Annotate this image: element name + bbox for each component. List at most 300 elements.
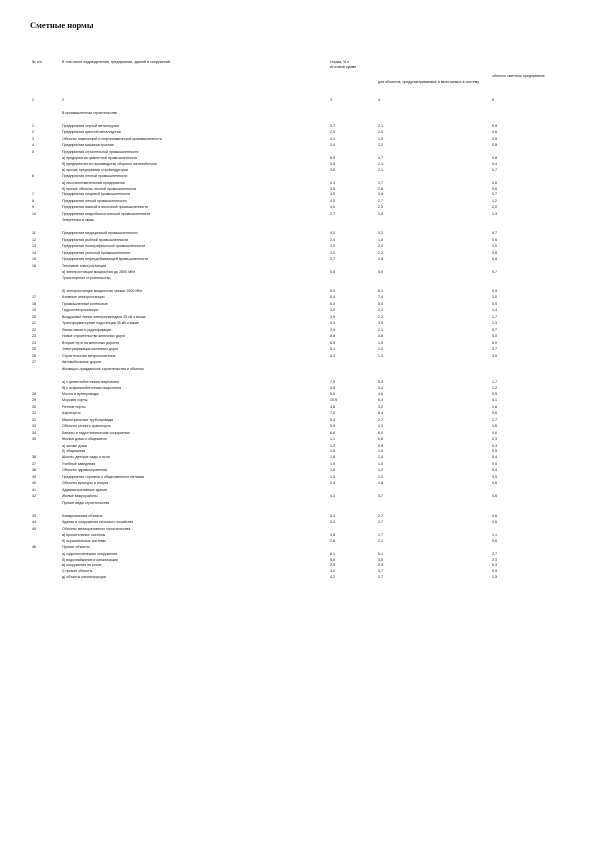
- row-value-a: 0,8: [378, 437, 383, 442]
- table-row: [0, 423, 595, 429]
- row-rate: 8,1: [330, 551, 335, 556]
- row-value-a: 3,7: [378, 180, 383, 185]
- row-rate: 5,1: [330, 347, 335, 352]
- row-value-a: 2,7: [378, 575, 383, 580]
- row-name: Прочие объекты: [62, 545, 90, 550]
- row-value-a: 2,3: [378, 563, 383, 568]
- row-name: Предприятия черной металлургии: [62, 123, 120, 128]
- row-value-a: 2,7: [378, 417, 383, 422]
- row-number: 34: [32, 430, 36, 435]
- row-number: 6: [32, 174, 34, 179]
- row-rate: 1,5: [330, 474, 335, 479]
- row-value-a: 2,2: [378, 314, 383, 319]
- row-value-a: 2,0: [378, 205, 383, 210]
- row-value-a: 1,4: [378, 211, 383, 216]
- row-number: 19: [32, 308, 36, 313]
- row-name: б) общежития: [62, 449, 86, 454]
- row-number: 27: [32, 360, 36, 365]
- row-value-b: 0,5: [492, 461, 497, 466]
- colnum-2: 2: [62, 98, 64, 102]
- row-name: Атомные электростанции: [62, 295, 105, 300]
- row-rate: 3,0: [330, 143, 335, 148]
- row-value-b: 0,5: [492, 474, 497, 479]
- row-value-b: 3,0: [492, 353, 497, 358]
- row-value-a: 2,7: [378, 513, 383, 518]
- row-name: Предприятия угольной промышленности: [62, 250, 131, 255]
- table-row: [0, 142, 595, 148]
- row-value-a: 1,8: [378, 481, 383, 486]
- table-row: [0, 307, 595, 313]
- row-value-b: 1,3: [492, 211, 497, 216]
- row-value-a: 5,3: [378, 379, 383, 384]
- row-name: а) электростанции мощностью до 2500 МВт: [62, 270, 136, 275]
- row-value-b: 0,4: [492, 468, 497, 473]
- row-value-b: 2,3: [492, 557, 497, 562]
- table-row: [0, 204, 595, 210]
- table-row: [0, 198, 595, 204]
- row-value-a: 1,0: [378, 474, 383, 479]
- row-name: б) предприятия по производству сборного железобетона: [62, 162, 157, 167]
- row-value-b: 0,5: [492, 301, 497, 306]
- row-name: а) с цементобетонным покрытием: [62, 379, 119, 384]
- row-value-a: 2,1: [378, 308, 383, 313]
- row-number: 14: [32, 250, 36, 255]
- table-row: [0, 474, 595, 480]
- row-value-b: 0,5: [492, 289, 497, 294]
- row-name: а) жилые дома: [62, 443, 87, 448]
- row-name: Предприятия цветной металлургии: [62, 130, 121, 135]
- table-row: [0, 327, 595, 333]
- row-value-a: 3,5: [378, 557, 383, 562]
- row-name: Предприятия медицинской промышленности: [62, 231, 138, 236]
- row-value-b: 0,8: [492, 143, 497, 148]
- row-number: 30: [32, 404, 36, 409]
- row-value-a: 1,4: [378, 455, 383, 460]
- table-row: [0, 430, 595, 436]
- row-rate: 2,4: [330, 481, 335, 486]
- row-number: 7: [32, 192, 34, 197]
- row-value-a: 5,5: [378, 301, 383, 306]
- page-title: Сметные нормы: [30, 20, 94, 30]
- row-value-b: 1,5: [492, 575, 497, 580]
- row-rate: 5,9: [330, 424, 335, 429]
- row-rate: 1,5: [330, 449, 335, 454]
- colnum-4: 4: [378, 98, 380, 102]
- row-rate: 3,9: [330, 314, 335, 319]
- row-value-a: 2,7: [378, 198, 383, 203]
- row-value-b: 0,4: [492, 162, 497, 167]
- row-rate: 3,8: [330, 533, 335, 538]
- row-rate: 4,3: [330, 180, 335, 185]
- row-value-a: 5,0: [378, 270, 383, 275]
- table-row: [0, 480, 595, 486]
- row-value-b: 1,1: [492, 533, 497, 538]
- row-number: 21: [32, 321, 36, 326]
- row-value-a: 1,5: [378, 136, 383, 141]
- row-value-b: 0,6: [492, 186, 497, 191]
- row-name: Строительство метрополитенов: [62, 353, 116, 358]
- row-name: Электрификация железных дорог: [62, 347, 119, 352]
- row-rate: 7,0: [330, 411, 335, 416]
- table-row: [0, 519, 595, 525]
- row-value-b: 2,0: [492, 205, 497, 210]
- row-value-b: 0,5: [492, 569, 497, 574]
- row-name: Школы, детские сады и ясли: [62, 455, 110, 460]
- table-header: [0, 60, 595, 100]
- row-value-a: 5,4: [378, 551, 383, 556]
- row-rate: 4,0: [330, 198, 335, 203]
- row-value-b: 1,7: [492, 314, 497, 319]
- row-name: б) осушительные системы: [62, 539, 107, 544]
- header-rate: Норма, % к итоговой сумме: [330, 60, 357, 69]
- row-number: 17: [32, 295, 36, 300]
- header-b: объекты сметного предприятия: [492, 74, 545, 78]
- row-value-a: 2,0: [378, 244, 383, 249]
- row-name: Каналы и гидротехнические сооружения: [62, 430, 130, 435]
- row-rate: 4,5: [330, 385, 335, 390]
- row-value-b: 0,3: [492, 443, 497, 448]
- row-number: 41: [32, 487, 36, 492]
- row-value-a: 1,2: [378, 468, 383, 473]
- row-value-a: 3,8: [378, 192, 383, 197]
- table-row: [0, 250, 595, 256]
- table-row: [0, 294, 595, 300]
- row-rate: 3,0: [330, 244, 335, 249]
- row-value-b: 0,7: [492, 327, 497, 332]
- row-value-b: 0,6: [492, 130, 497, 135]
- row-rate: 1,2: [330, 443, 335, 448]
- row-value-a: 3,3: [378, 231, 383, 236]
- row-number: 42: [32, 494, 36, 499]
- row-value-b: 0,6: [492, 237, 497, 242]
- table-row: [0, 149, 595, 155]
- row-value-b: 0,3: [492, 563, 497, 568]
- row-name: б) электростанции мощностью свыше 2500 МВт: [62, 289, 143, 294]
- table-row: [0, 353, 595, 359]
- table-row: [0, 237, 595, 243]
- row-name: Административные здания: [62, 487, 108, 492]
- row-value-a: 1,3: [378, 353, 383, 358]
- row-number: 24: [32, 340, 36, 345]
- row-number: 25: [32, 347, 36, 352]
- row-value-a: 1,4: [378, 347, 383, 352]
- table-row: [0, 333, 595, 339]
- table-row: [0, 129, 595, 135]
- row-rate: 4,3: [330, 353, 335, 358]
- row-value-b: 0,8: [492, 156, 497, 161]
- row-rate: 5,5: [330, 391, 335, 396]
- table-row: [0, 461, 595, 467]
- table-row: [0, 191, 595, 197]
- row-value-a: 3,7: [378, 494, 383, 499]
- table-row: [0, 340, 595, 346]
- row-name: Предприятия пищевой промышленности: [62, 192, 131, 197]
- row-value-b: 0,6: [492, 494, 497, 499]
- row-rate: 2,8: [330, 539, 335, 544]
- row-number: 10: [32, 211, 36, 216]
- header-a: для объектов, предусматриваемых и включаемых в систему: [378, 80, 480, 84]
- table-row: [0, 123, 595, 129]
- row-number: 33: [32, 424, 36, 429]
- table-row: [0, 301, 595, 307]
- row-rate: 4,5: [330, 192, 335, 197]
- row-number: 3: [32, 136, 34, 141]
- table-row: [0, 436, 595, 442]
- row-value-a: 3,8: [378, 334, 383, 339]
- row-value-b: 0,7: [492, 192, 497, 197]
- row-value-b: 5,0: [492, 340, 497, 345]
- header-name: В том числе подразделения, предприятия, зданий и сооружений: [62, 60, 170, 64]
- row-number: 46: [32, 545, 36, 550]
- row-value-b: 0,6: [492, 481, 497, 486]
- row-number: 35: [32, 437, 36, 442]
- row-name: Вторые пути на железных дорогах: [62, 340, 120, 345]
- row-rate: 6,5: [330, 289, 335, 294]
- table-row: [0, 467, 595, 473]
- row-rate: 1,1: [330, 437, 335, 442]
- row-number: 43: [32, 513, 36, 518]
- row-rate: 3,5: [330, 308, 335, 313]
- row-name: Объекты речного транспорта: [62, 424, 111, 429]
- row-value-a: 2,1: [378, 327, 383, 332]
- row-name: Здания и сооружения сельского хозяйства: [62, 520, 134, 525]
- row-value-a: 4,3: [378, 424, 383, 429]
- row-value-a: 1,8: [378, 237, 383, 242]
- table-row: [0, 230, 595, 236]
- table-row: [0, 493, 595, 499]
- row-number: 15: [32, 257, 36, 262]
- row-name: Промышленные котельные: [62, 301, 108, 306]
- row-rate: 2,7: [330, 211, 335, 216]
- row-number: 16: [32, 263, 36, 268]
- row-name: в) сооружения на реках: [62, 563, 102, 568]
- row-name: Коммунальные объекты: [62, 513, 103, 518]
- row-name: а) оросительные системы: [62, 533, 106, 538]
- row-rate: 3,7: [330, 257, 335, 262]
- row-number: 23: [32, 334, 36, 339]
- row-number: 37: [32, 461, 36, 466]
- row-value-a: 2,2: [378, 250, 383, 255]
- colnum-3: 3: [330, 98, 332, 102]
- row-rate: 3,5: [330, 186, 335, 191]
- table-row: [0, 487, 595, 493]
- row-number: 28: [32, 391, 36, 396]
- row-number: 13: [32, 244, 36, 249]
- row-rate: 10,5: [330, 398, 337, 403]
- row-value-a: 2,1: [378, 539, 383, 544]
- row-rate: 3,0: [330, 250, 335, 255]
- row-name: Предприятия нефтедобывающей промышленности: [62, 257, 149, 262]
- row-rate: 8,8: [330, 334, 335, 339]
- row-value-b: 3,7: [492, 347, 497, 352]
- row-rate: 4,0: [330, 205, 335, 210]
- row-value-a: 2,2: [378, 143, 383, 148]
- table-row: [0, 513, 595, 519]
- row-number: 44: [32, 520, 36, 525]
- row-name: Воздушные линии электропередачи 35 кВ и выше: [62, 314, 146, 319]
- row-number: 9: [32, 205, 34, 210]
- table-row: [0, 410, 595, 416]
- row-value-b: 0,6: [492, 513, 497, 518]
- row-value-a: 6,4: [378, 411, 383, 416]
- row-value-b: 0,7: [492, 231, 497, 236]
- row-value-a: 1,5: [378, 340, 383, 345]
- table-row: [0, 346, 595, 352]
- row-name: б) прочие объекты лесной промышленности: [62, 186, 137, 191]
- row-name: Учебные заведения: [62, 461, 96, 466]
- row-number: 38: [32, 468, 36, 473]
- row-number: 22: [32, 327, 36, 332]
- row-rate: 4,1: [330, 136, 335, 141]
- row-name: Трансформаторные подстанции 35 кВ и выше: [62, 321, 140, 326]
- row-name: Мосты и путепроводы: [62, 391, 99, 396]
- row-value-b: 0,6: [492, 520, 497, 525]
- row-number: 11: [32, 231, 36, 236]
- row-value-a: 6,0: [378, 430, 383, 435]
- row-rate: 6,6: [330, 430, 335, 435]
- row-name: Морские порты: [62, 398, 88, 403]
- row-value-a: 2,1: [378, 162, 383, 167]
- row-name: Предприятия торговли и общественного питания: [62, 474, 144, 479]
- row-name: Автомобильные дороги: [62, 360, 102, 365]
- row-rate: 7,0: [330, 379, 335, 384]
- row-number: 26: [32, 353, 36, 358]
- row-name: д) объекты реконструкции: [62, 575, 106, 580]
- row-value-b: 0,5: [492, 123, 497, 128]
- row-value-b: 0,6: [492, 180, 497, 185]
- row-value-a: 6,1: [378, 289, 383, 294]
- row-value-b: 5,0: [492, 334, 497, 339]
- row-rate: 4,2: [330, 569, 335, 574]
- table-row: [0, 173, 595, 179]
- colnum-1: 1: [32, 98, 34, 102]
- row-value-a: 3,2: [378, 404, 383, 409]
- table-row: [0, 359, 595, 365]
- row-rate: 5,4: [330, 417, 335, 422]
- row-name: Предприятия легкой промышленности: [62, 198, 127, 203]
- table-row: [0, 314, 595, 320]
- row-value-b: 1,2: [492, 385, 497, 390]
- row-value-b: 1,4: [492, 308, 497, 313]
- row-value-b: 1,0: [492, 244, 497, 249]
- row-name: б) с асфальтобетонным покрытием: [62, 385, 121, 390]
- row-number: 4: [32, 143, 34, 148]
- table-row: [0, 263, 595, 269]
- row-rate: 8,4: [330, 295, 335, 300]
- row-value-a: 1,0: [378, 461, 383, 466]
- row-value-a: 3,7: [378, 569, 383, 574]
- table-row: [0, 256, 595, 262]
- row-name: Тепловые электростанции: [62, 263, 107, 268]
- row-rate: 4,3: [330, 321, 335, 326]
- row-rate: 2,9: [330, 327, 335, 332]
- row-rate: 3,8: [330, 168, 335, 173]
- table-row: [0, 574, 595, 580]
- row-name: а) предприятия цементной промышленности: [62, 156, 138, 161]
- table-row: [0, 136, 595, 142]
- row-number: 36: [32, 455, 36, 460]
- row-name: Гидроэлектростанции: [62, 308, 99, 313]
- row-value-a: 2,8: [378, 257, 383, 262]
- row-name: Объекты здравоохранения: [62, 468, 108, 473]
- row-number: 40: [32, 481, 36, 486]
- table-row: [0, 526, 595, 532]
- row-rate: 1,8: [330, 455, 335, 460]
- row-rate: 2,9: [330, 130, 335, 135]
- row-name: Объекты культуры и спорта: [62, 481, 109, 486]
- row-value-b: 0,4: [492, 455, 497, 460]
- row-value-b: 0,6: [492, 539, 497, 544]
- row-name: Предприятия машиностроения: [62, 143, 114, 148]
- row-name: Жилые дома и общежития: [62, 437, 107, 442]
- row-value-a: 3,0: [378, 321, 383, 326]
- row-rate: 4,2: [330, 575, 335, 580]
- row-rate: 4,0: [330, 231, 335, 236]
- section-heading: Жилищно-гражданское строительство и объекты: [62, 366, 145, 371]
- row-name: в) прочие предприятия стройиндустрии: [62, 168, 129, 173]
- row-value-a: 1,0: [378, 449, 383, 454]
- row-value-a: 0,9: [378, 443, 383, 448]
- row-value-b: 2,7: [492, 417, 497, 422]
- row-rate: 3,3: [330, 513, 335, 518]
- row-rate: 6,5: [330, 340, 335, 345]
- row-number: 20: [32, 314, 36, 319]
- row-number: 45: [32, 526, 36, 531]
- row-number: 5: [32, 149, 34, 154]
- table-row: [0, 320, 595, 326]
- row-number: 31: [32, 411, 36, 416]
- row-value-b: 1,3: [492, 321, 497, 326]
- row-name: б) водоснабжение и канализация: [62, 557, 118, 562]
- table-row: [0, 243, 595, 249]
- row-value-b: 0,5: [492, 449, 497, 454]
- row-value-a: 4,7: [378, 156, 383, 161]
- row-name: г) прочие объекты: [62, 569, 93, 574]
- row-name: Объекты химической и нефтехимической промышленности: [62, 136, 162, 141]
- colnum-5: 5: [492, 98, 494, 102]
- row-name: Предприятия рыбной промышленности: [62, 237, 129, 242]
- section-heading: Транспортное строительство: [62, 276, 111, 281]
- row-number: 1: [32, 123, 34, 128]
- row-rate: 1,6: [330, 468, 335, 473]
- row-value-b: 0,9: [492, 391, 497, 396]
- row-name: Предприятия лесной промышленности: [62, 174, 128, 179]
- row-number: 8: [32, 198, 34, 203]
- row-rate: 3,3: [330, 520, 335, 525]
- row-value-b: 0,7: [492, 168, 497, 173]
- table-row: [0, 397, 595, 403]
- row-rate: 2,4: [330, 237, 335, 242]
- row-number: 18: [32, 301, 36, 306]
- row-value-b: 1,6: [492, 424, 497, 429]
- row-name: Линии связи и радиофикации: [62, 327, 112, 332]
- row-value-a: 2,8: [378, 186, 383, 191]
- row-value-a: 4,6: [378, 391, 383, 396]
- row-name: Магистральные трубопроводы: [62, 417, 114, 422]
- row-value-a: 3,4: [378, 385, 383, 390]
- table-row: [0, 544, 595, 550]
- row-rate: 2,5: [330, 563, 335, 568]
- section-heading: Прочие виды строительства: [62, 500, 110, 505]
- table-row: [0, 211, 595, 217]
- row-value-b: 0,7: [492, 270, 497, 275]
- row-number: 2: [32, 130, 34, 135]
- row-value-b: 4,1: [492, 398, 497, 403]
- table-row: [0, 417, 595, 423]
- row-value-b: 1,7: [492, 379, 497, 384]
- row-value-a: 2,1: [378, 123, 383, 128]
- row-name: Объекты мелиоративного строительства: [62, 526, 131, 531]
